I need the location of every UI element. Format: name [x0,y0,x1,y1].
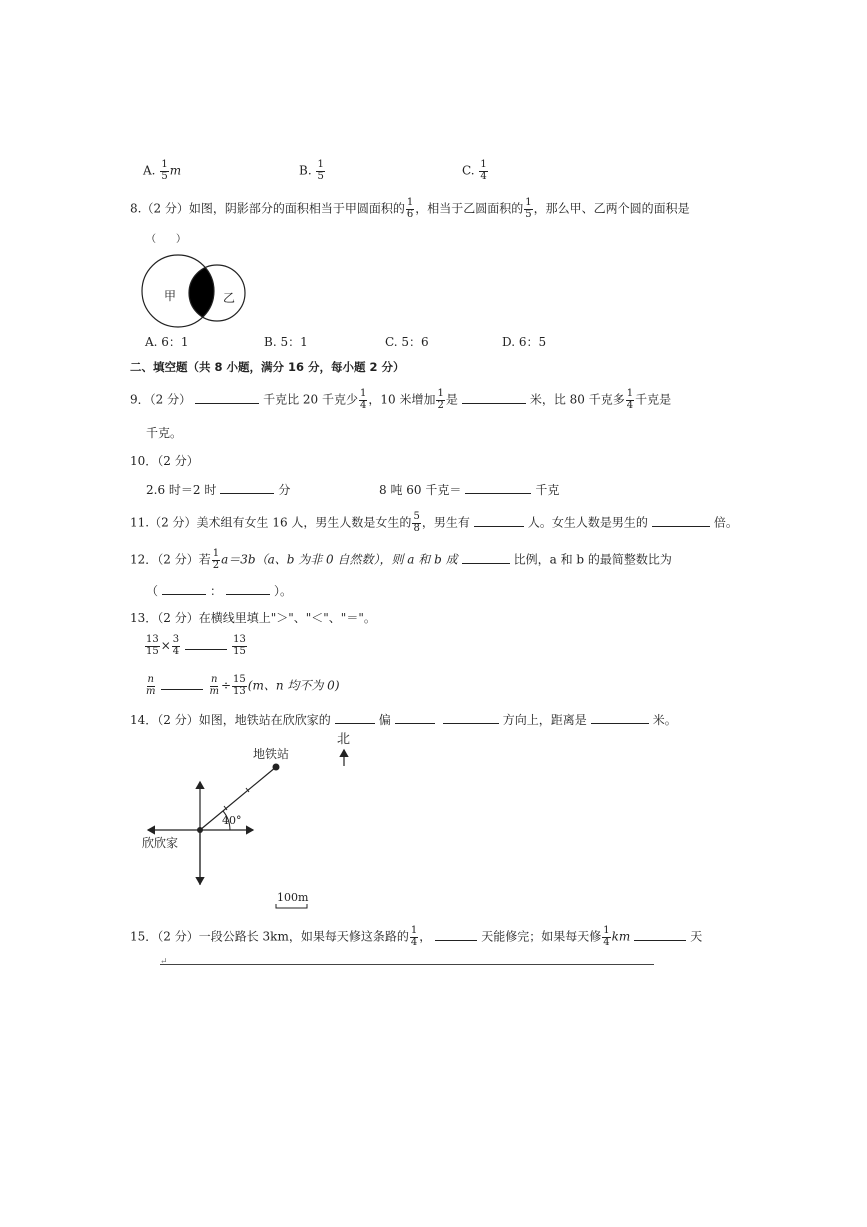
q7-b-prefix: B. [299,163,312,178]
q12-blank-3[interactable] [226,584,270,595]
q7-option-b [299,160,326,182]
q15-fraction-2: $\frac{1}{4}$ [603,925,610,948]
q8-option-c: C. 5：6 [385,335,429,349]
q11-blank-1[interactable] [474,516,524,527]
q9-fraction-3: $\frac{1}{4}$ [626,388,634,411]
q11-fraction: $\frac{5}{8}$ [413,511,420,534]
q13-r2-frac-3: $\frac{15}{13}$ [233,674,246,697]
north-label: 北 [337,732,351,747]
scale-label: 100m [277,891,309,904]
q13-row2: $\frac{n}{m}$ $\frac{n}{m}$ ÷ $\frac{15}{13}$ (m、n 均不为 0) [146,674,340,697]
q12-fraction: $\frac{1}{2}$ [212,548,220,571]
q13-r2-frac-2: $\frac{n}{m}$ [209,674,219,697]
q12-blank-2[interactable] [162,584,206,595]
q7-b-fraction: $\frac{1}{5}$ [317,159,324,182]
scale-bar [276,904,307,908]
q15-line: 15．（2 分）一段公路长 3km，如果每天修这条路的 $\frac{1}{4}$ ， 天能修完；如果每天修 $\frac{1}{4}$ km 天 [130,925,703,948]
q13-blank-2[interactable] [161,679,203,690]
q9-fraction-1: $\frac{1}{4}$ [360,388,367,411]
q10-part-b: 8 吨 60 千克＝ 千克 [379,483,560,497]
q13-r2-frac-1: $\frac{n}{m}$ [146,674,156,697]
q15-fraction-1: $\frac{1}{4}$ [410,925,418,948]
q10-blank-b[interactable] [465,483,531,494]
q8-fraction-2: $\frac{1}{5}$ [525,197,532,220]
q8-option-d: D. 6：5 [502,335,547,349]
q12-line1: 12．（2 分）若 $\frac{1}{2}$ a＝3b（a、b 为非 0 自然数），则 a 和 b 成 比例，a 和 b 的最简整数比为 [130,548,672,571]
q7-a-prefix: A. [143,163,156,178]
q15-blank-1[interactable] [435,930,477,941]
q10-part-a: 2.6 时＝2 时 分 [146,483,291,497]
q7-c-fraction: $\frac{1}{4}$ [480,159,487,182]
q13-lead: 13．（2 分）在横线里填上"＞"、"＜"、"＝"。 [130,611,376,625]
paragraph-mark: ↵ [160,957,168,967]
q8-venn-diagram [140,252,252,330]
home-label: 欣欣家 [142,836,179,850]
q8-option-a: A. 6：1 [145,335,189,349]
q13-r1-frac-2: $\frac{3}{4}$ [172,634,180,657]
circle-yi-label: 乙 [223,291,236,305]
q14-line: 14．（2 分）如图，地铁站在欣欣家的 偏 方向上，距离是 米。 [130,713,677,727]
q14-blank-4[interactable] [591,713,649,724]
section-title: 二、填空题（共 8 小题，满分 16 分，每小题 2 分） [130,360,405,374]
angle-label: 40° [222,814,242,827]
q12-blank-1[interactable] [462,553,510,564]
q13-blank-1[interactable] [185,639,227,650]
q7-option-c [462,160,489,182]
q13-r1-frac-3: $\frac{13}{15}$ [233,634,246,657]
q11-blank-2[interactable] [652,516,710,527]
q11-line: 11.（2 分）美术组有女生 16 人，男生人数是女生的 $\frac{5}{8}$ ，男生有 人。女生人数是男生的 倍。 [130,511,738,534]
circle-jia-label: 甲 [164,289,177,303]
q15-blank-2[interactable] [634,930,686,941]
q8-fraction-1: $\frac{1}{6}$ [406,197,414,220]
q14-blank-3[interactable] [443,713,499,724]
q8-question: 8.（2 分）如图，阴影部分的面积相当于甲圆面积的 $\frac{1}{6}$ ，相当于乙圆面积的 $\frac{1}{5}$ ，那么甲、乙两个圆的面积是 [130,197,690,220]
q9-blank-1[interactable] [195,393,259,404]
q13-row1: $\frac{13}{15}$ × $\frac{3}{4}$ $\frac{13}{15}$ [146,634,246,657]
q7-option-a [143,160,181,182]
q14-direction-diagram [140,730,380,914]
station-point [273,764,280,771]
q7-a-fraction: $\frac{1}{5}$ [161,159,168,182]
q10-blank-a[interactable] [220,483,274,494]
q9-blank-2[interactable] [462,393,526,404]
q9-line2: 千克。 [146,426,183,440]
q9-line1: 9．（2 分） 千克比 20 千克少 $\frac{1}{4}$ ，10 米增加 $\frac{1}{2}$ 是 米，比 80 千克多 $\frac{1}{4}$ 千克是 [130,388,672,411]
q8-answer-paren: （ ） [146,234,186,245]
q12-line2: （ ： ）。 [146,584,293,598]
q14-blank-2[interactable] [395,713,435,724]
station-label: 地铁站 [253,747,290,761]
q10-lead: 10．（2 分） [130,454,199,468]
q14-blank-1[interactable] [335,713,375,724]
q8-option-b: B. 5：1 [264,335,308,349]
page-bottom-rule [160,964,654,965]
q7-a-unit: m [169,163,182,178]
q13-r1-frac-1: $\frac{13}{15}$ [146,634,159,657]
q7-c-prefix: C. [462,163,475,178]
q9-fraction-2: $\frac{1}{2}$ [437,388,444,411]
home-point [197,827,203,833]
q13-note: (m、n 均不为 0) [247,678,340,693]
